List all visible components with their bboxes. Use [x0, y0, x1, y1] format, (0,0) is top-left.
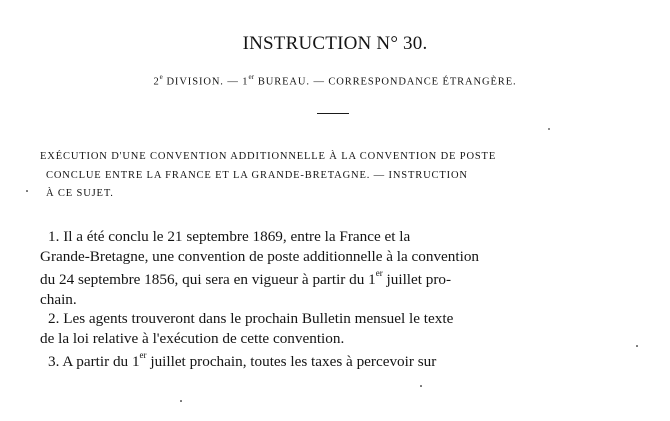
- scan-speck: [548, 128, 550, 130]
- paragraph-3-superscript: er: [139, 350, 147, 361]
- heading-line-2: CONCLUE ENTRE LA FRANCE ET LA GRANDE-BRETAGNE. — INSTRUCTION: [46, 169, 468, 181]
- division-superscript: e: [159, 73, 163, 81]
- section-heading: [40, 148, 620, 204]
- paragraph-3-line-1: [40, 348, 640, 372]
- section-divider: [317, 113, 349, 114]
- bureau-superscript: er: [248, 73, 255, 81]
- bureau-label: BUREAU. — CORRESPONDANCE ÉTRANGÈRE.: [254, 76, 517, 88]
- paragraph-2-line-2: de la loi relative à l'exécution de cette convention.: [40, 329, 345, 347]
- bureau-number: 1: [242, 76, 249, 88]
- paragraph-1-line-3: [40, 266, 640, 290]
- paragraph-2-line-1: 2. Les agents trouveront dans le prochain Bulletin mensuel le texte: [48, 310, 454, 328]
- division-label: DIVISION. —: [162, 76, 243, 88]
- heading-line-1: EXÉCUTION D'UNE CONVENTION ADDITIONNELLE À LA CONVENTION DE POSTE: [40, 151, 497, 162]
- body-text: [40, 227, 640, 372]
- paragraph-1-line-2: Grande-Bretagne, une convention de poste additionnelle à la convention: [40, 247, 480, 265]
- paragraph-3-line-1-end: juillet prochain, toutes les taxes à percevoir sur: [146, 353, 437, 371]
- paragraph-3-line-1-text: 3. A partir du 1: [48, 353, 140, 371]
- scan-speck: [420, 385, 422, 387]
- paragraph-1-line-3-end: juillet pro-: [382, 271, 452, 289]
- paragraph-1-line-1: 1. Il a été conclu le 21 septembre 1869, entre la France et la: [48, 228, 411, 245]
- division-subtitle: [0, 74, 670, 88]
- scan-speck: [26, 190, 28, 192]
- scan-speck: [636, 345, 638, 347]
- division-number: 2: [153, 76, 160, 88]
- paragraph-1-superscript: er: [375, 268, 383, 278]
- heading-line-3: À CE SUJET.: [46, 188, 114, 199]
- scan-speck: [180, 400, 182, 402]
- instruction-title: INSTRUCTION N° 30.: [242, 33, 428, 54]
- paragraph-1-line-3-text: du 24 septembre 1856, qui sera en vigueur à partir du 1: [40, 271, 376, 289]
- paragraph-1-line-4: chain.: [40, 290, 77, 308]
